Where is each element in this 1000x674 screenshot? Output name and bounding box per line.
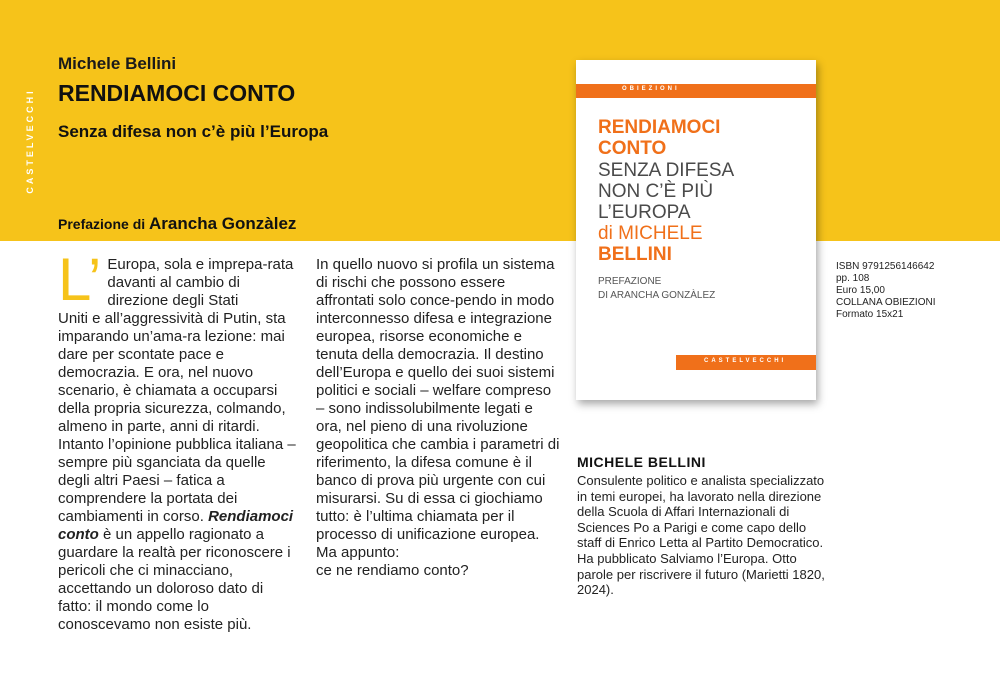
page-count: pp. 108 xyxy=(836,273,870,284)
cover-title xyxy=(598,117,720,159)
preface-label: Prefazione di xyxy=(58,216,146,232)
cover-subtitle-line: NON C’È PIÙ xyxy=(598,181,714,202)
blurb-closing: ce ne rendiamo conto? xyxy=(316,562,469,579)
header-band xyxy=(0,0,1000,241)
drop-cap: L’ xyxy=(58,246,102,313)
cover-subtitle-line: L’EUROPA xyxy=(598,202,691,223)
bio-heading: MICHELE BELLINI xyxy=(577,454,706,470)
blurb-text-tail: è un appello ragionato a guardare la realtà per riconoscere i pericoli che ci minacciano, accettando un doloroso dato di fatto: il mondo come lo conoscevamo non esiste più. xyxy=(58,526,291,633)
cover-publisher-band xyxy=(676,355,816,370)
blurb-column-2 xyxy=(316,256,561,580)
blurb-column-1 xyxy=(58,246,298,634)
preface-name: Arancha Gonzàlez xyxy=(149,214,297,233)
book-subtitle: Senza difesa non c’è più l’Europa xyxy=(58,122,329,141)
cover-author-line: di MICHELE xyxy=(598,223,703,244)
blurb-text: Uniti e all’aggressività di Putin, sta imparando un’ama-ra lezione: mai dare per scontate pace e democrazia. E ora, nel nuovo scenario, è chiamata a occuparsi della propria sicurezza, colmando, almeno in parte, anni di ritardi. Intanto l’opinione pubblica italiana – sempre più sganciata da quelle degli altri Paesi – fatica a comprendere la portata dei cambiamenti in corso. xyxy=(58,310,296,525)
format: Formato 15x21 xyxy=(836,309,904,320)
book-specs xyxy=(836,261,935,321)
cover-preface xyxy=(598,275,715,303)
cover-subtitle-line: SENZA DIFESA xyxy=(598,160,735,181)
cover-preface-line: DI ARANCHA GONZÀLEZ xyxy=(598,290,716,301)
cover-title-line: RENDIAMOCI xyxy=(598,117,721,138)
blurb-text-2: In quello nuovo si profila un sistema di rischi che possono essere affrontati solo conce-pendo in modo interconnesso difesa e integrazione europea, risorse economiche e tenuta della democrazia. Il destino dell’Europa e quello dei suoi sistemi politici e sociali – welfare compreso – sono indissolubilmente legati e ora, nel pieno di una rivoluzione geopolitica che cambia i parametri di riferimento, la difesa comune è il banco di prova più urgente con cui misurarsi. Su di essa ci giochiamo tutto: è l’ultima chiamata per il processo di unificazione europea. Ma appunto: xyxy=(316,256,560,561)
publisher-vertical-label: CASTELVECCHI xyxy=(25,88,35,194)
cover-series-band xyxy=(576,84,816,98)
book-cover xyxy=(576,60,816,400)
cover-author-line: BELLINI xyxy=(598,244,672,265)
preface-credit xyxy=(58,214,296,234)
cover-series: OBIEZIONI xyxy=(622,86,680,92)
cover-subtitle xyxy=(598,160,734,223)
cover-title-line: CONTO xyxy=(598,138,667,159)
cover-author xyxy=(598,223,703,265)
isbn: ISBN 9791256146642 xyxy=(836,261,935,272)
cover-preface-line: PREFAZIONE xyxy=(598,276,662,287)
price: Euro 15,00 xyxy=(836,285,885,296)
cover-publisher: CASTELVECCHI xyxy=(704,358,787,364)
author-name: Michele Bellini xyxy=(58,54,177,73)
series: COLLANA OBIEZIONI xyxy=(836,297,936,308)
bio-text: Consulente politico e analista specializzato in temi europei, ha lavorato nella direzione della Scuola di Affari Internazionali di Sciences Po a Parigi e come capo dello staff di Enrico Letta al Partito Democratico. Ha pubblicato Salviamo l’Europa. Otto parole per riscrivere il futuro (Marietti 1820, 2024). xyxy=(577,473,825,598)
book-title: RENDIAMOCI CONTO xyxy=(58,80,296,106)
blurb-emphasis: Rendiamoci conto xyxy=(58,508,294,543)
blurb-lead: Europa, sola e imprepa-rata davanti al cambio di direzione degli Stati xyxy=(107,256,294,309)
